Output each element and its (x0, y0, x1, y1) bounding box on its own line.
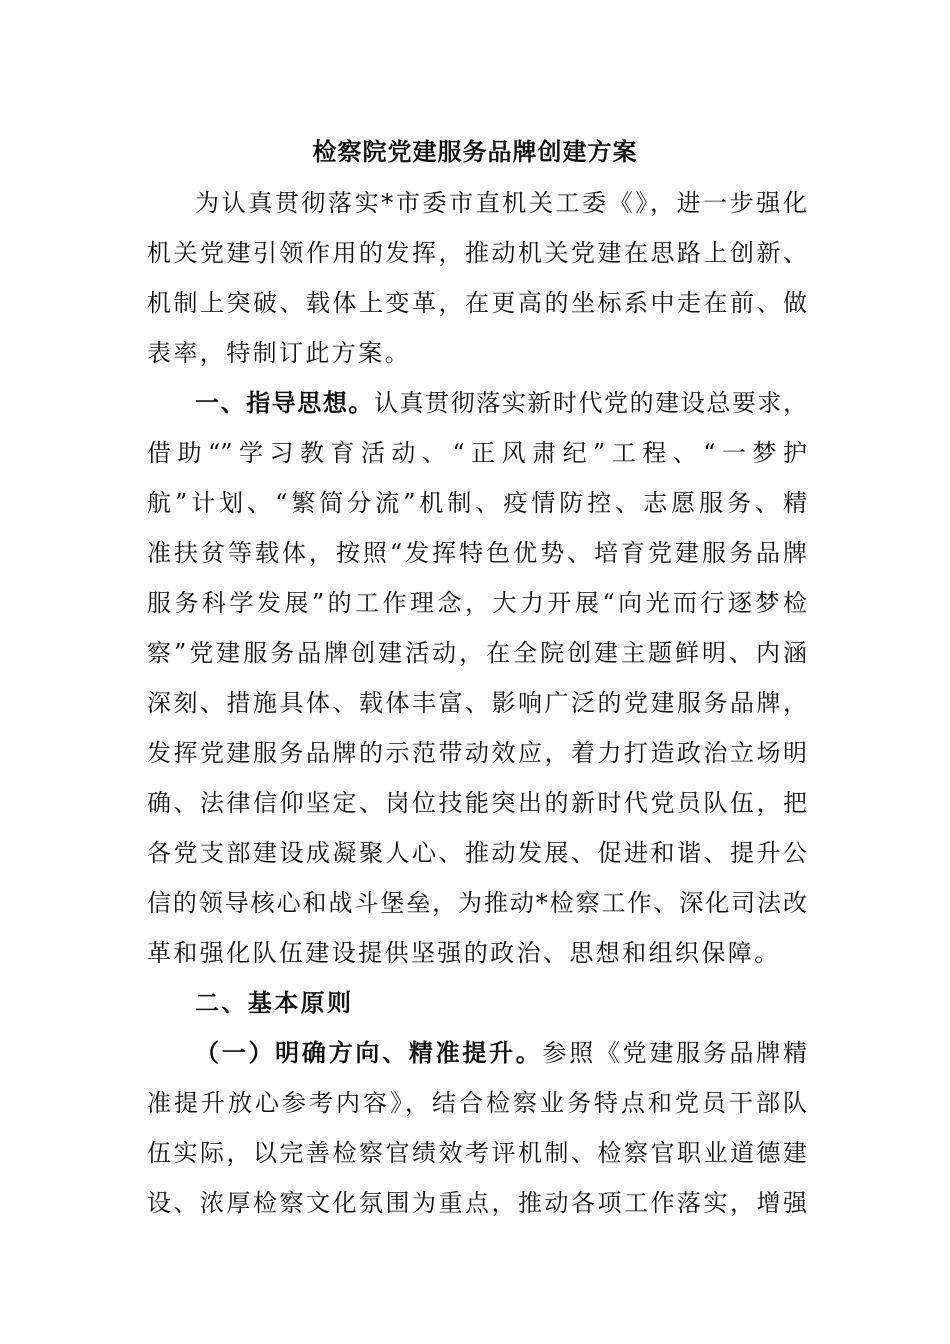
section1-line: 服务科学发展”的工作理念，大力开展“向光而行逐梦检 (147, 589, 807, 617)
section1-first-line (195, 383, 807, 423)
section1-first-line-text: 认真贯彻落实新时代党的建设总要求， (373, 389, 808, 417)
section2-sub1-line: 设、浓厚检察文化氛围为重点，推动各项工作落实，增强 (147, 1189, 807, 1217)
intro-line-4: 表率，特制订此方案。 (147, 339, 411, 367)
section1-heading: 一、指导思想。 (195, 388, 374, 417)
section1-line: 革和强化队伍建设提供坚强的政治、思想和组织保障。 (147, 939, 781, 967)
section1-line: 准扶贫等载体，按照“发挥特色优势、培育党建服务品牌 (147, 539, 807, 567)
section1-line: 借助“”学习教育活动、“正风肃纪”工程、“一梦护 (147, 439, 807, 467)
document-title: 检察院党建服务品牌创建方案 (312, 137, 638, 166)
section1-line: 信的领导核心和战斗堡垒，为推动*检察工作、深化司法改 (147, 889, 807, 917)
section1-line: 航”计划、“繁简分流”机制、疫情防控、志愿服务、精 (147, 489, 807, 517)
section1-line: 发挥党建服务品牌的示范带动效应，着力打造政治立场明 (147, 739, 807, 767)
intro-line-3: 机制上突破、载体上变革，在更高的坐标系中走在前、做 (147, 289, 807, 317)
section2-sub1-line: 准提升放心参考内容》，结合检察业务特点和党员干部队 (147, 1089, 807, 1117)
section2-sub1-heading: （一）明确方向、精准提升。 (195, 1038, 543, 1067)
section1-line: 深刻、措施具体、载体丰富、影响广泛的党建服务品牌， (147, 689, 807, 717)
section1-line: 各党支部建设成凝聚人心、推动发展、促进和谐、提升公 (147, 839, 807, 867)
intro-line-1: 为认真贯彻落实*市委市直机关工委《》，进一步强化 (195, 189, 807, 217)
section2-sub1-first-line-text: 参照《党建服务品牌精 (542, 1039, 808, 1067)
section1-line: 确、法律信仰坚定、岗位技能突出的新时代党员队伍，把 (147, 789, 807, 817)
intro-line-2: 机关党建引领作用的发挥，推动机关党建在思路上创新、 (147, 239, 807, 267)
section2-sub1-line: 伍实际，以完善检察官绩效考评机制、检察官职业道德建 (147, 1139, 807, 1167)
section2-heading: 二、基本原则 (195, 988, 354, 1017)
section1-line: 察”党建服务品牌创建活动，在全院创建主题鲜明、内涵 (147, 639, 807, 667)
section2-sub1-first-line (195, 1033, 807, 1073)
